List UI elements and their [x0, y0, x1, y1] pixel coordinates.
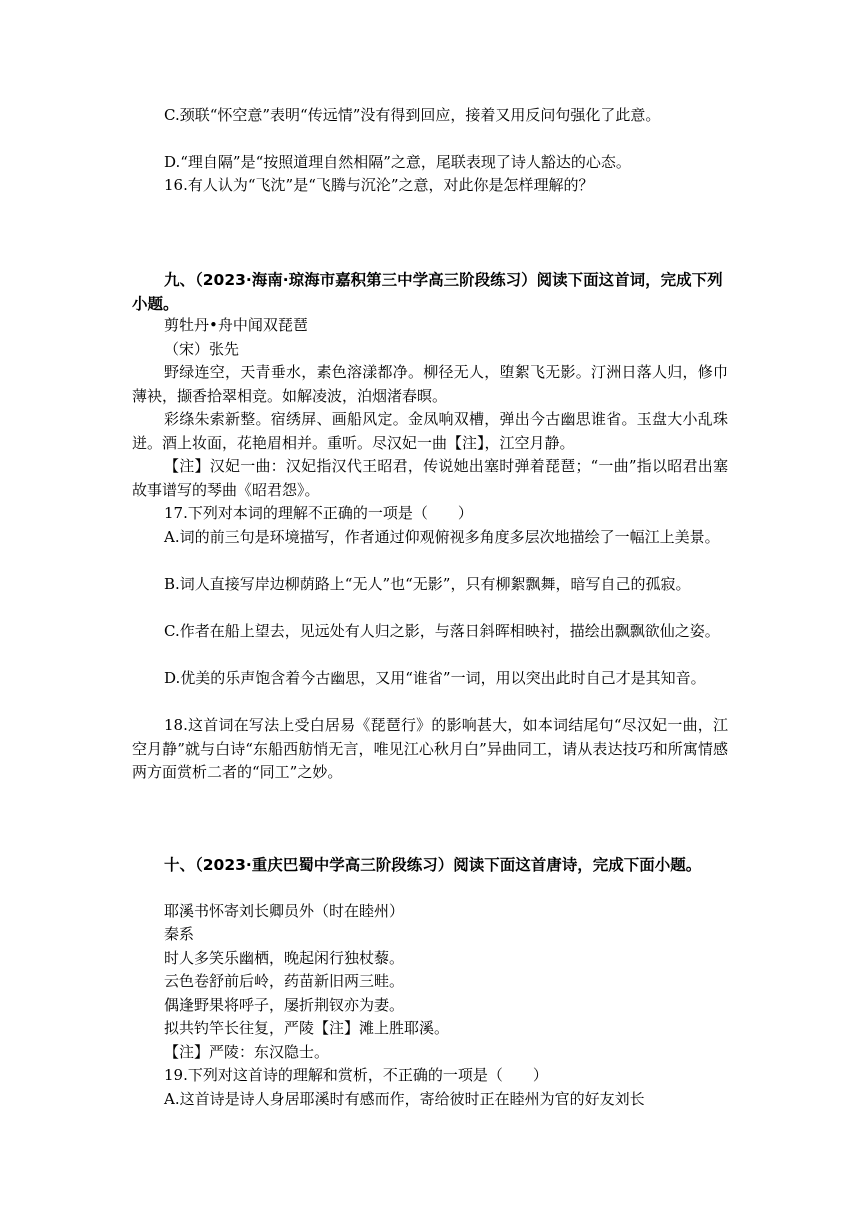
poem-line-1: 时人多笑乐幽栖，晚起闲行独杖藜。 [164, 949, 405, 967]
poem-title-9: 剪牡丹•舟中闻双琵琶 [164, 316, 308, 334]
poem-author-9: （宋）张先 [164, 340, 240, 358]
question-17: 17.下列对本词的理解不正确的一项是（ ） [164, 504, 473, 522]
question-19: 19.下列对这首诗的理解和赏析，不正确的一项是（ ） [164, 1066, 548, 1084]
poem-line-3: 偶逢野果将呼子，屡折荆钗亦为妻。 [164, 996, 405, 1014]
poem-note-9: 【注】汉妃一曲：汉妃指汉代王昭君，传说她出塞时弹着琵琶；“一曲”指以昭君出塞故事谱写的琴曲《昭君怨》。 [132, 457, 728, 499]
poem-line-4: 拟共钓竿长往复，严陵【注】滩上胜耶溪。 [164, 1019, 450, 1037]
section-10-heading: 十、（2023·重庆巴蜀中学高三阶段练习）阅读下面这首唐诗，完成下面小题。 [164, 856, 702, 874]
option-a-19: A.这首诗是诗人身居耶溪时有感而作，寄给彼时正在睦州为官的好友刘长 [164, 1090, 645, 1108]
option-a-17: A.词的前三句是环境描写，作者通过仰观俯视多角度多层次地描绘了一幅江上美景。 [164, 528, 720, 546]
option-d-8: D.“理自隔”是“按照道理自然相隔”之意，尾联表现了诗人豁达的心态。 [164, 153, 631, 171]
option-c-8: C.颈联“怀空意”表明“传远情”没有得到回应，接着又用反问句强化了此意。 [164, 106, 661, 124]
poem-stanza-2: 彩绦朱索新整。宿绣屏、画船风定。金凤响双槽，弹出今古幽思谁省。玉盘大小乱珠迸。酒上妆面，花艳眉相并。重听。尽汉妃一曲【注】，江空月静。 [132, 410, 728, 452]
question-16: 16.有人认为“飞沈”是“飞腾与沉沦”之意，对此你是怎样理解的？ [164, 176, 594, 194]
option-c-17: C.作者在船上望去，见远处有人归之影，与落日斜晖相映衬，描绘出飘飘欲仙之姿。 [164, 622, 720, 640]
poem-note-10: 【注】严陵：东汉隐士。 [164, 1043, 330, 1061]
section-9-heading: 九、（2023·海南·琼海市嘉积第三中学高三阶段练习）阅读下面这首词，完成下列小题。 [132, 271, 723, 313]
poem-stanza-1: 野绿连空，天青垂水，素色溶漾都净。柳径无人，堕絮飞无影。汀洲日落人归，修巾薄袂，撷香拾翠相竞。如解凌波，泊烟渚春暝。 [132, 363, 728, 405]
option-b-17: B.词人直接写岸边柳荫路上“无人”也“无影”，只有柳絮飘舞，暗写自己的孤寂。 [164, 575, 691, 593]
poem-line-2: 云色卷舒前后岭，药苗新旧两三畦。 [164, 972, 405, 990]
option-d-17: D.优美的乐声饱含着今古幽思，又用“谁省”一词，用以突出此时自己才是其知音。 [164, 669, 706, 687]
poem-title-10: 耶溪书怀寄刘长卿员外（时在睦州） [164, 902, 405, 920]
poem-author-10: 秦系 [164, 925, 195, 943]
question-18: 18.这首词在写法上受白居易《琵琶行》的影响甚大，如本词结尾句“尽汉妃一曲，江空月静”就与白诗“东船西舫悄无言，唯见江心秋月白”异曲同工，请从表达技巧和所寓情感两方面赏析二者的“同工”之妙。 [132, 716, 728, 781]
